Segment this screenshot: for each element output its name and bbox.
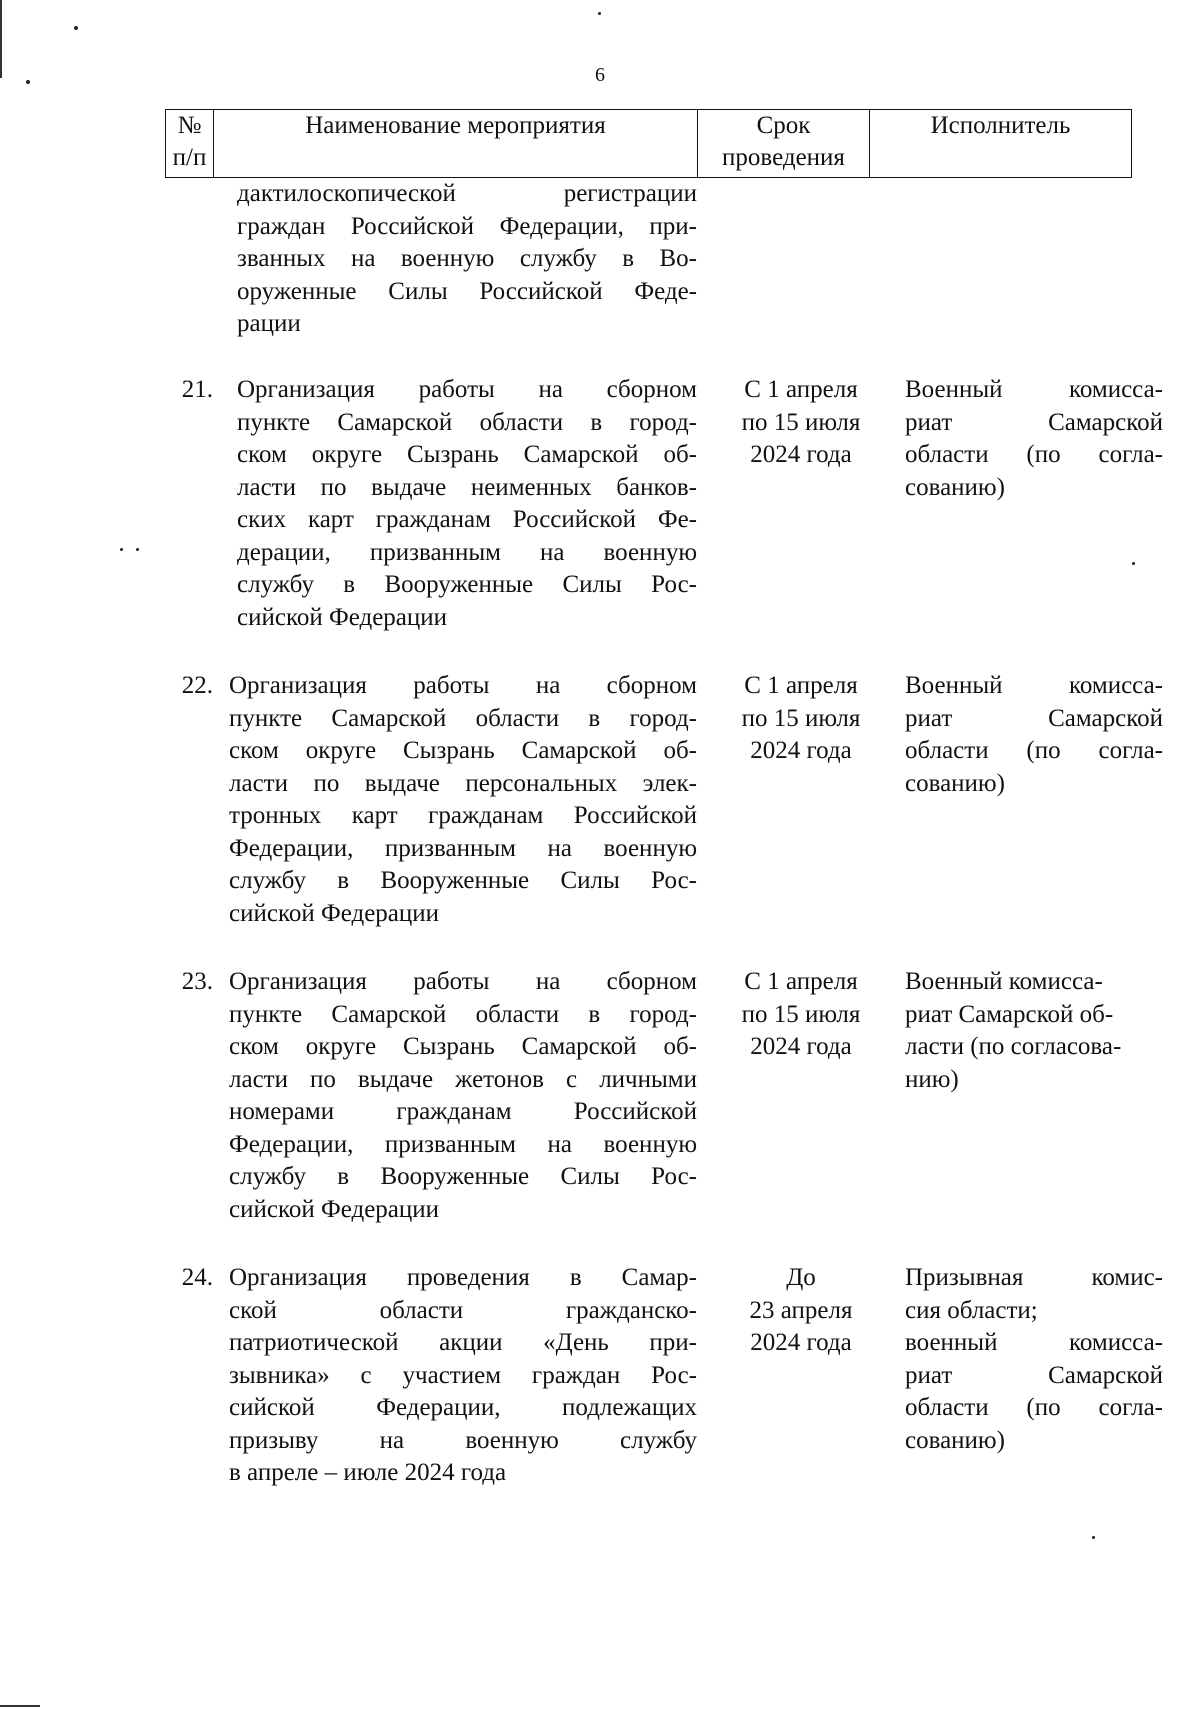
scan-speck: [74, 26, 78, 30]
event-name-cell: [229, 1262, 697, 1490]
text-line: зывника» с участием граждан Рос-: [229, 1361, 697, 1389]
text-line: Федерации, призванным на военную: [229, 1130, 697, 1158]
text-line: С 1 апреля: [744, 672, 858, 699]
text-line: Организация проведения в Самар-: [229, 1264, 697, 1291]
text-line: по 15 июля: [741, 1000, 861, 1028]
text-line: ских карт гражданам Российской Фе-: [237, 506, 697, 533]
text-line: номерами гражданам Российской: [229, 1098, 697, 1125]
text-line: нию): [905, 1065, 959, 1093]
text-line: дерации, призванным на военную: [237, 538, 697, 566]
text-line: риат Самарской: [905, 408, 1163, 436]
text-line: 2024 года: [750, 1329, 852, 1356]
text-line: службу в Вооруженные Силы Рос-: [237, 571, 697, 598]
text-line: ласти по выдаче персональных элек-: [229, 769, 697, 797]
text-line: риат Самарской: [905, 704, 1163, 732]
text-line: званных на военную службу в Во-: [237, 245, 697, 272]
text-line: 2024 года: [750, 737, 852, 764]
text-line: сийской Федерации: [237, 603, 448, 631]
text-line: оруженные Силы Российской Феде-: [237, 277, 697, 305]
header-term: Срок проведения: [698, 110, 870, 178]
text-line: сийской Федерации, подлежащих: [229, 1394, 697, 1421]
text-line: С 1 апреля: [744, 376, 858, 403]
text-line: пункте Самарской области в город-: [237, 408, 697, 436]
text-line: сованию): [905, 1426, 1005, 1454]
text-line: ласти (по согласова-: [905, 1033, 1122, 1060]
text-line: тронных карт гражданам Российской: [229, 802, 697, 829]
text-line: С 1 апреля: [744, 968, 858, 995]
text-line: патриотической акции «День при-: [229, 1329, 697, 1356]
text-line: 2024 года: [750, 1033, 852, 1060]
text-line: области (по согла-: [905, 441, 1163, 468]
scan-edge-mark: [0, 1705, 40, 1707]
event-name-cell: [229, 966, 697, 1226]
table-header: [165, 109, 1132, 178]
row-number: 22.: [181, 672, 213, 699]
text-line: До: [786, 1264, 816, 1291]
text-line: 2024 года: [750, 441, 852, 468]
text-line: области (по согла-: [905, 1394, 1163, 1421]
text-line: ласти по выдаче неименных банков-: [237, 473, 697, 501]
text-line: ласти по выдаче жетонов с личными: [229, 1065, 697, 1093]
text-line: сийской Федерации: [229, 1195, 440, 1223]
text-line: по 15 июля: [741, 408, 861, 436]
text-line: ской области гражданско-: [229, 1296, 697, 1324]
text-line: Организация работы на сборном: [229, 672, 697, 699]
text-line: Военный комисса-: [905, 672, 1163, 699]
text-line: ском округе Сызрань Самарской об-: [229, 737, 697, 764]
text-line: сованию): [905, 473, 1005, 501]
page-number: 6: [595, 64, 605, 86]
row-number: 24.: [181, 1264, 213, 1291]
text-line: пункте Самарской области в город-: [229, 704, 697, 732]
term-cell: [717, 374, 885, 472]
header-name: Наименование мероприятия: [214, 110, 698, 178]
text-line: пункте Самарской области в город-: [229, 1000, 697, 1028]
text-line: Военный комисса-: [905, 968, 1103, 995]
executor-cell: [905, 1262, 1163, 1457]
executor-cell: [905, 374, 1163, 504]
term-cell: [717, 670, 885, 768]
text-line: сийской Федерации: [229, 899, 440, 927]
text-line: рации: [237, 310, 301, 337]
event-name-cell: [237, 374, 697, 634]
row-number: 21.: [181, 376, 213, 403]
scan-speck: [120, 548, 123, 551]
text-line: сованию): [905, 769, 1005, 797]
text-line: риат Самарской об-: [905, 1000, 1114, 1028]
text-line: Призывная комис-: [905, 1264, 1163, 1291]
text-line: дактилоскопической регистрации: [237, 180, 697, 207]
text-line: службу в Вооруженные Силы Рос-: [229, 1163, 697, 1190]
row-number: 23.: [181, 968, 213, 995]
scan-speck: [136, 548, 139, 551]
text-line: сия области;: [905, 1296, 1038, 1324]
term-cell: [717, 966, 885, 1064]
text-line: Военный комисса-: [905, 376, 1163, 403]
scan-speck: [1132, 562, 1135, 565]
scan-speck: [598, 12, 601, 15]
text-line: 23 апреля: [749, 1296, 853, 1324]
term-cell: [717, 1262, 885, 1360]
text-line: ском округе Сызрань Самарской об-: [237, 441, 697, 468]
text-line: Федерации, призванным на военную: [229, 834, 697, 862]
header-executor: Исполнитель: [870, 110, 1132, 178]
text-line: в апреле – июле 2024 года: [229, 1459, 507, 1486]
text-line: граждан Российской Федерации, при-: [237, 212, 697, 240]
text-line: службу в Вооруженные Силы Рос-: [229, 867, 697, 894]
text-line: ском округе Сызрань Самарской об-: [229, 1033, 697, 1060]
event-name-cell: [229, 670, 697, 930]
continuation-name-cell: [237, 178, 697, 341]
header-num: № п/п: [166, 110, 214, 178]
text-line: Организация работы на сборном: [237, 376, 697, 403]
text-line: риат Самарской: [905, 1361, 1163, 1389]
text-line: призыву на военную службу: [229, 1426, 697, 1454]
text-line: по 15 июля: [741, 704, 861, 732]
text-line: военный комисса-: [905, 1329, 1163, 1356]
executor-cell: [905, 966, 1163, 1096]
text-line: Организация работы на сборном: [229, 968, 697, 995]
text-line: области (по согла-: [905, 737, 1163, 764]
scan-speck: [1092, 1536, 1095, 1539]
executor-cell: [905, 670, 1163, 800]
